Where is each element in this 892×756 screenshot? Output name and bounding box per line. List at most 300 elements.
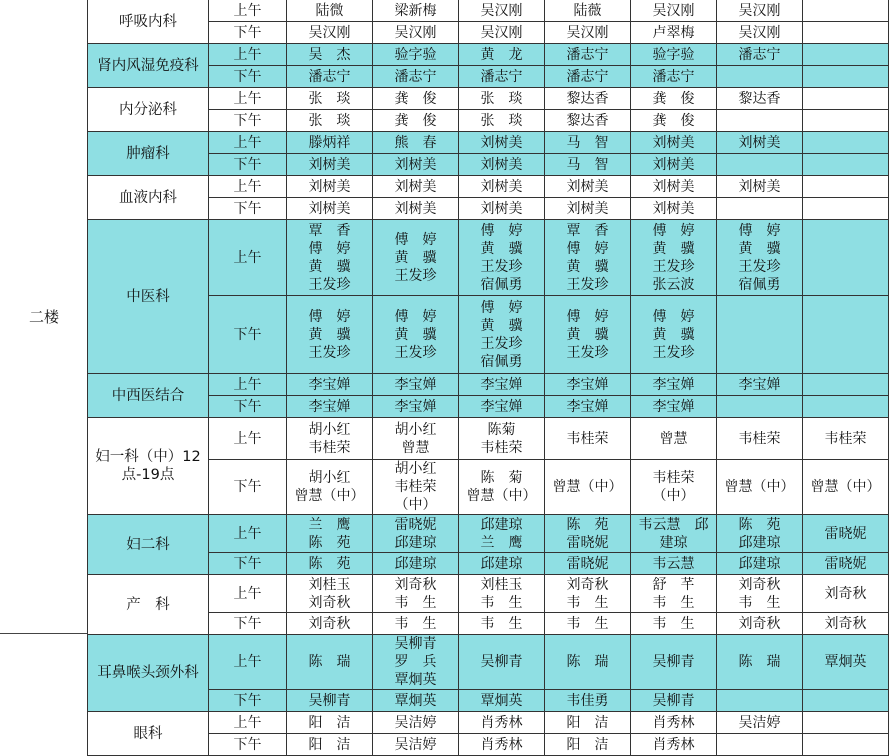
doctor-name: 刘桂玉	[308, 576, 351, 593]
doctor-cell[interactable]	[459, 88, 545, 110]
doctor-name: 王发珍	[480, 335, 523, 352]
schedule-row	[88, 690, 889, 712]
doctor-cell[interactable]	[287, 22, 373, 44]
doctor-cell[interactable]	[717, 396, 803, 418]
doctor-cell[interactable]	[373, 460, 459, 515]
doctor-cell[interactable]	[803, 44, 889, 66]
doctor-cell[interactable]	[803, 22, 889, 44]
doctor-name: 刘树美	[394, 178, 437, 195]
doctor-cell[interactable]	[717, 66, 803, 88]
session-label: 上午	[209, 635, 287, 690]
doctor-name: 阳 洁	[308, 736, 351, 753]
doctor-name: 滕炳祥	[308, 134, 351, 151]
doctor-cell[interactable]	[287, 734, 373, 756]
doctor-name: 刘树美	[394, 200, 437, 217]
doctor-name: 肖秀林	[652, 736, 695, 753]
doctor-cell[interactable]	[287, 374, 373, 396]
doctor-name: 刘树美	[738, 178, 781, 195]
doctor-cell[interactable]	[717, 132, 803, 154]
doctor-cell[interactable]	[803, 734, 889, 756]
doctor-name: 王发珍	[308, 344, 351, 361]
doctor-name: 潘志宁	[738, 46, 781, 63]
doctor-name: 覃炯英	[824, 654, 867, 670]
doctor-cell[interactable]	[717, 553, 803, 575]
duty-schedule-table	[87, 0, 889, 756]
doctor-cell[interactable]	[803, 66, 889, 88]
doctor-name: 雷晓妮	[566, 534, 609, 551]
doctor-cell[interactable]	[373, 553, 459, 575]
doctor-cell[interactable]	[631, 44, 717, 66]
doctor-name: 阳 洁	[566, 714, 609, 731]
doctor-cell[interactable]	[631, 418, 717, 460]
doctor-name: 潘志宁	[394, 68, 437, 85]
doctor-name: 雷晓妮	[394, 516, 437, 533]
doctor-name: 雷晓妮	[824, 525, 867, 542]
doctor-cell[interactable]	[373, 613, 459, 635]
session-label: 上午	[209, 132, 287, 154]
doctor-name: 覃 香	[566, 222, 609, 239]
doctor-cell[interactable]	[545, 635, 631, 690]
doctor-name: 刘奇秋	[824, 615, 867, 632]
doctor-name: 王发珍	[652, 258, 695, 275]
doctor-cell[interactable]	[717, 176, 803, 198]
doctor-name: 胡小红	[308, 421, 351, 438]
doctor-name: 傅 婷	[480, 222, 523, 239]
department-name: 妇一科（中）12点-19点	[88, 418, 209, 515]
doctor-name: 肖秀林	[652, 714, 695, 731]
doctor-name: 马 智	[566, 134, 609, 151]
doctor-name: 吴汉刚	[652, 2, 695, 19]
doctor-name: 曾慧（中）	[466, 488, 537, 504]
doctor-name: 刘树美	[738, 134, 781, 151]
doctor-name: 覃 香	[308, 222, 351, 239]
doctor-name: 刘奇秋	[738, 615, 781, 632]
doctor-name: 肖秀林	[480, 736, 523, 753]
doctor-cell[interactable]	[803, 176, 889, 198]
doctor-cell[interactable]	[459, 396, 545, 418]
doctor-cell[interactable]	[545, 220, 631, 296]
schedule-row	[88, 712, 889, 734]
schedule-row	[88, 22, 889, 44]
doctor-name: 刘奇秋	[394, 576, 437, 593]
doctor-cell[interactable]	[631, 553, 717, 575]
doctor-cell[interactable]	[803, 198, 889, 220]
doctor-cell[interactable]	[717, 712, 803, 734]
doctor-cell[interactable]	[803, 374, 889, 396]
doctor-cell[interactable]	[459, 66, 545, 88]
doctor-name: 韦 生	[394, 615, 437, 632]
doctor-cell[interactable]	[803, 154, 889, 176]
schedule-row	[88, 220, 889, 296]
doctor-name: 曾慧（中）	[552, 479, 623, 495]
doctor-name: 王发珍	[308, 276, 351, 293]
doctor-name: 曾慧	[659, 430, 688, 447]
doctor-cell[interactable]	[803, 396, 889, 418]
doctor-cell[interactable]	[545, 734, 631, 756]
doctor-cell[interactable]	[803, 613, 889, 635]
department-name: 血液内科	[88, 176, 209, 220]
doctor-cell[interactable]	[287, 110, 373, 132]
doctor-cell[interactable]	[631, 22, 717, 44]
doctor-cell[interactable]	[373, 110, 459, 132]
doctor-name: 傅 婷	[566, 240, 609, 257]
doctor-cell[interactable]	[717, 88, 803, 110]
department-name: 耳鼻喉头颈外科	[88, 635, 209, 712]
doctor-cell[interactable]	[717, 460, 803, 515]
doctor-name: 韦桂荣	[480, 439, 523, 456]
doctor-cell[interactable]	[287, 296, 373, 374]
doctor-name: 刘树美	[566, 200, 609, 217]
doctor-cell[interactable]	[545, 44, 631, 66]
session-label: 下午	[209, 154, 287, 176]
doctor-name: 陈 苑	[308, 555, 351, 572]
doctor-cell[interactable]	[373, 690, 459, 712]
doctor-cell[interactable]	[717, 515, 803, 553]
doctor-cell[interactable]	[373, 296, 459, 374]
doctor-cell[interactable]	[545, 176, 631, 198]
doctor-cell[interactable]	[459, 460, 545, 515]
doctor-cell[interactable]	[545, 132, 631, 154]
doctor-cell[interactable]	[459, 176, 545, 198]
doctor-cell[interactable]	[545, 553, 631, 575]
doctor-name: 黄 骥	[308, 258, 351, 275]
doctor-name: 熊 春	[394, 134, 437, 151]
doctor-name: 陈 苑	[738, 516, 781, 533]
doctor-cell[interactable]	[803, 690, 889, 712]
doctor-cell[interactable]	[287, 613, 373, 635]
doctor-cell[interactable]	[803, 296, 889, 374]
doctor-name: 黄 骥	[480, 240, 523, 257]
doctor-cell[interactable]	[373, 154, 459, 176]
doctor-cell[interactable]	[459, 44, 545, 66]
doctor-name: 吴汉刚	[738, 2, 781, 19]
doctor-cell[interactable]	[631, 220, 717, 296]
doctor-cell[interactable]	[287, 220, 373, 296]
doctor-cell[interactable]	[287, 553, 373, 575]
schedule-row	[88, 176, 889, 198]
doctor-name: 黎达香	[566, 112, 609, 129]
doctor-cell[interactable]	[803, 0, 889, 22]
schedule-row	[88, 66, 889, 88]
doctor-cell[interactable]	[373, 132, 459, 154]
doctor-name: 吴柳青	[652, 654, 695, 670]
doctor-cell[interactable]	[631, 396, 717, 418]
doctor-name: 吴柳青	[394, 636, 437, 652]
doctor-name: 张 琰	[308, 90, 351, 107]
doctor-name: 傅 婷	[738, 222, 781, 239]
doctor-cell[interactable]	[631, 635, 717, 690]
doctor-name: 傅 婷	[394, 231, 437, 248]
doctor-cell[interactable]	[373, 515, 459, 553]
doctor-cell[interactable]	[287, 635, 373, 690]
doctor-cell[interactable]	[287, 66, 373, 88]
doctor-name: 陈 瑞	[738, 654, 781, 670]
doctor-cell[interactable]	[545, 613, 631, 635]
doctor-cell[interactable]	[459, 690, 545, 712]
doctor-cell[interactable]	[373, 198, 459, 220]
doctor-cell[interactable]	[373, 734, 459, 756]
doctor-name: 邱建琼	[394, 534, 437, 551]
doctor-cell[interactable]	[545, 712, 631, 734]
doctor-name: 建琼	[659, 534, 688, 551]
session-label: 上午	[209, 44, 287, 66]
doctor-cell[interactable]	[717, 575, 803, 613]
doctor-cell[interactable]	[287, 418, 373, 460]
doctor-cell[interactable]	[545, 396, 631, 418]
doctor-cell[interactable]	[545, 418, 631, 460]
doctor-cell[interactable]	[803, 132, 889, 154]
doctor-cell[interactable]	[631, 460, 717, 515]
doctor-cell[interactable]	[803, 110, 889, 132]
doctor-name: 覃炯英	[394, 692, 437, 709]
doctor-cell[interactable]	[545, 515, 631, 553]
doctor-cell[interactable]	[459, 418, 545, 460]
doctor-cell[interactable]	[717, 110, 803, 132]
doctor-cell[interactable]	[631, 296, 717, 374]
doctor-name: 潘志宁	[480, 68, 523, 85]
doctor-name: 吴汉刚	[308, 24, 351, 41]
doctor-cell[interactable]	[545, 110, 631, 132]
doctor-cell[interactable]	[545, 460, 631, 515]
doctor-cell[interactable]	[545, 374, 631, 396]
doctor-name: （中）	[394, 497, 437, 513]
doctor-cell[interactable]	[545, 690, 631, 712]
schedule-row	[88, 198, 889, 220]
doctor-name: 王发珍	[394, 267, 437, 284]
doctor-name: 吴洁婷	[738, 714, 781, 731]
doctor-cell[interactable]	[631, 712, 717, 734]
doctor-cell[interactable]	[631, 66, 717, 88]
doctor-cell[interactable]	[459, 22, 545, 44]
doctor-cell[interactable]	[459, 296, 545, 374]
doctor-name: 验字验	[652, 46, 695, 63]
doctor-cell[interactable]	[717, 635, 803, 690]
doctor-cell[interactable]	[717, 220, 803, 296]
doctor-cell[interactable]	[631, 613, 717, 635]
doctor-cell[interactable]	[717, 734, 803, 756]
doctor-name: 刘树美	[394, 156, 437, 173]
doctor-cell[interactable]	[545, 575, 631, 613]
doctor-name: 刘树美	[652, 178, 695, 195]
department-name: 妇二科	[88, 515, 209, 575]
doctor-cell[interactable]	[631, 154, 717, 176]
doctor-name: （中）	[652, 488, 695, 504]
doctor-cell[interactable]	[631, 0, 717, 22]
doctor-cell[interactable]	[631, 690, 717, 712]
schedule-row	[88, 88, 889, 110]
doctor-cell[interactable]	[287, 515, 373, 553]
doctor-cell[interactable]	[373, 712, 459, 734]
doctor-name: 李宝婵	[566, 398, 609, 415]
department-name: 中医科	[88, 220, 209, 374]
schedule-row	[88, 110, 889, 132]
doctor-name: 吴汉刚	[738, 24, 781, 41]
doctor-cell[interactable]	[631, 88, 717, 110]
doctor-cell[interactable]	[373, 418, 459, 460]
doctor-cell[interactable]	[287, 575, 373, 613]
doctor-cell[interactable]	[631, 176, 717, 198]
doctor-cell[interactable]	[459, 132, 545, 154]
doctor-name: 李宝婵	[480, 376, 523, 393]
doctor-name: 刘树美	[308, 178, 351, 195]
doctor-cell[interactable]	[287, 44, 373, 66]
doctor-name: 曾慧（中）	[810, 479, 881, 495]
doctor-cell[interactable]	[631, 132, 717, 154]
doctor-name: 李宝婵	[652, 376, 695, 393]
doctor-cell[interactable]	[373, 44, 459, 66]
doctor-name: 陈 苑	[308, 534, 351, 551]
doctor-cell[interactable]	[373, 396, 459, 418]
doctor-cell[interactable]	[717, 198, 803, 220]
doctor-cell[interactable]	[803, 88, 889, 110]
doctor-cell[interactable]	[545, 154, 631, 176]
floor-label: 二楼	[28, 308, 59, 326]
doctor-name: 刘树美	[480, 200, 523, 217]
doctor-cell[interactable]	[459, 635, 545, 690]
doctor-cell[interactable]	[545, 88, 631, 110]
doctor-cell[interactable]	[803, 220, 889, 296]
doctor-cell[interactable]	[373, 22, 459, 44]
doctor-cell[interactable]	[717, 22, 803, 44]
doctor-cell[interactable]	[803, 418, 889, 460]
doctor-cell[interactable]	[459, 712, 545, 734]
doctor-cell[interactable]	[717, 154, 803, 176]
doctor-name: 张云波	[652, 276, 695, 293]
doctor-cell[interactable]	[717, 44, 803, 66]
doctor-cell[interactable]	[287, 176, 373, 198]
doctor-name: 黄 骥	[566, 258, 609, 275]
doctor-name: 韦云慧	[652, 555, 695, 572]
doctor-cell[interactable]	[287, 396, 373, 418]
doctor-cell[interactable]	[287, 132, 373, 154]
doctor-cell[interactable]	[803, 712, 889, 734]
doctor-name: 曾慧（中）	[294, 488, 365, 504]
doctor-cell[interactable]	[803, 460, 889, 515]
doctor-cell[interactable]	[373, 220, 459, 296]
doctor-cell[interactable]	[545, 296, 631, 374]
doctor-cell[interactable]	[631, 734, 717, 756]
doctor-cell[interactable]	[717, 296, 803, 374]
doctor-cell[interactable]	[631, 110, 717, 132]
doctor-name: 吴柳青	[308, 692, 351, 709]
doctor-cell[interactable]	[287, 460, 373, 515]
doctor-cell[interactable]	[459, 198, 545, 220]
doctor-cell[interactable]	[287, 154, 373, 176]
doctor-name: 曾慧	[401, 439, 430, 456]
doctor-cell[interactable]	[459, 374, 545, 396]
doctor-cell[interactable]	[373, 88, 459, 110]
doctor-name: 傅 婷	[652, 308, 695, 325]
doctor-name: 韦桂荣	[738, 430, 781, 447]
schedule-row	[88, 396, 889, 418]
doctor-name: 王发珍	[566, 344, 609, 361]
session-label: 上午	[209, 575, 287, 613]
doctor-cell[interactable]	[459, 553, 545, 575]
doctor-cell[interactable]	[717, 418, 803, 460]
doctor-name: 王发珍	[480, 258, 523, 275]
doctor-name: 傅 婷	[394, 308, 437, 325]
doctor-cell[interactable]	[287, 88, 373, 110]
doctor-name: 雷晓妮	[566, 555, 609, 572]
doctor-name: 刘树美	[480, 134, 523, 151]
session-label: 下午	[209, 690, 287, 712]
doctor-name: 李宝婵	[308, 376, 351, 393]
doctor-cell[interactable]	[373, 635, 459, 690]
doctor-cell[interactable]	[373, 66, 459, 88]
doctor-cell[interactable]	[373, 176, 459, 198]
doctor-cell[interactable]	[459, 575, 545, 613]
doctor-cell[interactable]	[287, 690, 373, 712]
doctor-cell[interactable]	[545, 66, 631, 88]
doctor-cell[interactable]	[459, 734, 545, 756]
doctor-cell[interactable]	[287, 198, 373, 220]
session-label: 下午	[209, 396, 287, 418]
doctor-name: 胡小红	[394, 461, 437, 477]
doctor-cell[interactable]	[545, 198, 631, 220]
doctor-name: 韦 生	[566, 594, 609, 611]
schedule-row	[88, 734, 889, 756]
doctor-name: 陈 苑	[566, 516, 609, 533]
doctor-cell[interactable]	[459, 515, 545, 553]
doctor-cell[interactable]	[459, 110, 545, 132]
doctor-cell[interactable]	[803, 515, 889, 553]
doctor-name: 傅 婷	[566, 308, 609, 325]
doctor-name: 李宝婵	[652, 398, 695, 415]
doctor-name: 李宝婵	[566, 376, 609, 393]
doctor-cell[interactable]	[631, 198, 717, 220]
doctor-name: 王发珍	[566, 276, 609, 293]
doctor-cell[interactable]	[545, 0, 631, 22]
doctor-cell[interactable]	[803, 635, 889, 690]
doctor-name: 覃炯英	[394, 672, 437, 688]
doctor-cell[interactable]	[373, 0, 459, 22]
session-label: 上午	[209, 712, 287, 734]
doctor-name: 陈 瑞	[566, 654, 609, 670]
doctor-name: 黄 骥	[738, 240, 781, 257]
doctor-name: 吴汉刚	[480, 2, 523, 19]
doctor-name: 韦桂荣	[394, 479, 437, 495]
doctor-cell[interactable]	[631, 575, 717, 613]
doctor-cell[interactable]	[373, 374, 459, 396]
doctor-cell[interactable]	[459, 613, 545, 635]
doctor-cell[interactable]	[717, 613, 803, 635]
doctor-name: 黄 骥	[394, 326, 437, 343]
doctor-name: 验字验	[394, 46, 437, 63]
doctor-cell[interactable]	[287, 0, 373, 22]
doctor-cell[interactable]	[717, 690, 803, 712]
doctor-cell[interactable]	[717, 0, 803, 22]
doctor-cell[interactable]	[803, 553, 889, 575]
doctor-cell[interactable]	[631, 374, 717, 396]
doctor-cell[interactable]	[459, 0, 545, 22]
doctor-name: 张 琰	[480, 112, 523, 129]
doctor-cell[interactable]	[631, 515, 717, 553]
schedule-row	[88, 154, 889, 176]
department-name: 内分泌科	[88, 88, 209, 132]
doctor-cell[interactable]	[287, 712, 373, 734]
floor-divider	[0, 633, 88, 634]
doctor-cell[interactable]	[545, 22, 631, 44]
doctor-cell[interactable]	[459, 154, 545, 176]
doctor-name: 李宝婵	[738, 376, 781, 393]
doctor-name: 梁新梅	[394, 2, 437, 19]
doctor-cell[interactable]	[717, 374, 803, 396]
doctor-name: 韦 生	[738, 594, 781, 611]
doctor-cell[interactable]	[803, 575, 889, 613]
doctor-name: 刘树美	[566, 178, 609, 195]
doctor-cell[interactable]	[373, 575, 459, 613]
doctor-cell[interactable]	[459, 220, 545, 296]
